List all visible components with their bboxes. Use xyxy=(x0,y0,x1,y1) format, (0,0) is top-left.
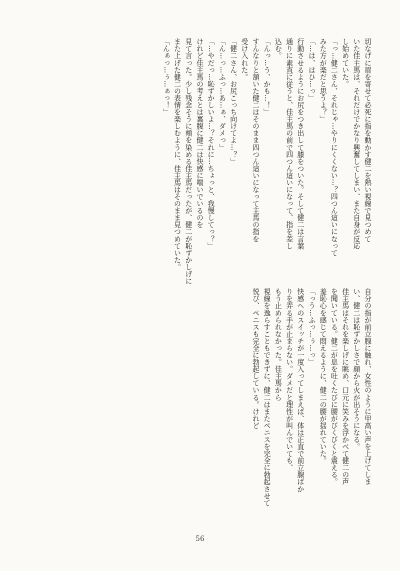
body-text-left-lower xyxy=(30,288,202,522)
body-text-right-lower: 自分の指が前立腺に触れ、女性のように甲高い声を上げてしま い、健二は恥ずかしさで顔から火が出そうになる。 佳主馬はそれを楽しげに眺め、口元に笑みを浮かべて健二の声 を聞いている。健二が息を吐くたびに腰がびくびくと震える。 羞恥心を感じて悶えるように、健二の腰が揺れていた。 「っう…ふっ…ぅ…っ」 快感へのスイッチが一度入ってしまえば、体は正直で前立腺ばか りを弄る手が止まらない。ダメだと理性が叫んでいても、 もう止められなかった。佳主馬から 視線を逸らすこともできずに、健二はまたペニスを完全に勃起させて 悦び、ペニスも完全に勃起している。けれど xyxy=(251,288,372,507)
page-number: 56 xyxy=(195,535,205,543)
body-text-right-upper: 切なげに眉を寄せて必死に指を動かす健二を熱い視線で見つめて いた佳主馬は、それだけでかなり興奮してしまい、また自身が反応 し始めていた。 「っ…健二さん、それじゃ…やりにくくない…？四つん這いになって みた方が楽だと思うよ？」 「…は、はひ…っ」 行動させるようにお尻をつき出して膝をついた。そして健二は言葉 通りに素直に従うと、佳主馬の前で四つん這いになって、指を差し 込む。 「んっ…う、かも…！」 すんなりと頷いた健二はそのまま四つん這いになって主馬の指を 受け入れた。 「健二さん、お尻こっち向けてよ…？」 「ん…っ…ふっ…あ…ぁ、ダメっ」 「…やだっ…恥ずかしいよ…？それに…ちょっと、我慢してっ？」 けれど佳主馬の考えとは裏腹に健二は快感に喘いでいるのを 見て言った。少し残念そうに頬を染める佳主馬だったが、健二が恥ずかしげに また上げた健二の表情を楽しむように、佳主馬はそのまま見つめていた。 「んぁっ…ぅ…ぁっ！」 xyxy=(162,38,372,285)
